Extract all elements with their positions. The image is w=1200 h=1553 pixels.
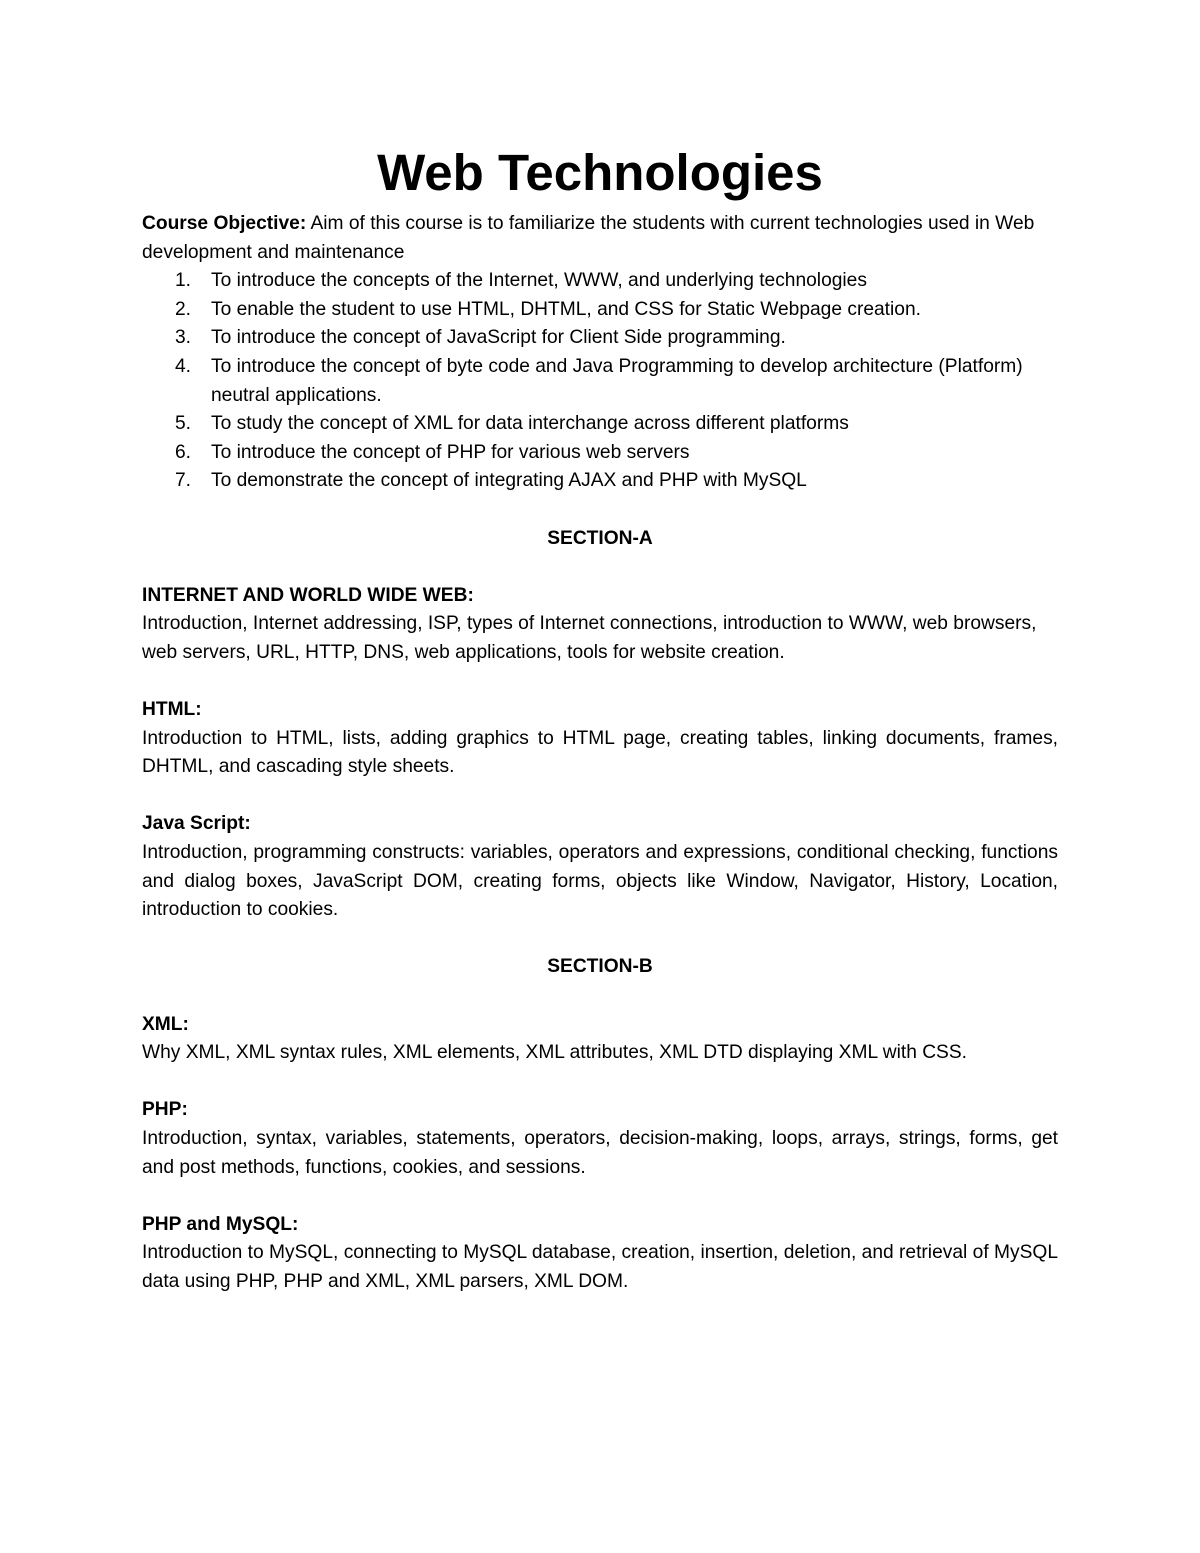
topic-body: Introduction, syntax, variables, statements, operators, decision-making, loops, arrays, strings, forms, get and post methods, functions, cookies, and sessions. [142,1128,1058,1178]
list-item [175,467,1058,496]
topic-javascript [142,810,1058,924]
topic-php [142,1096,1058,1182]
topic-body: Introduction to HTML, lists, adding graphics to HTML page, creating tables, linking documents, frames, DHTML, and cascading style sheets. [142,727,1058,778]
objective-text: Aim of this course is to familiarize the students with current technologies used in Web development and maintenance [142,213,1035,263]
objectives-list [142,267,1058,496]
list-item [175,267,1058,296]
topic-php-mysql [142,1211,1058,1297]
list-item-number: 6. [175,441,192,463]
list-item-number: 7. [175,470,192,492]
list-item-text: To demonstrate the concept of integrating AJAX and PHP with MySQL [211,470,807,492]
list-item-number: 4. [175,355,192,377]
list-item-text: To introduce the concept of JavaScript for Client Side programming. [211,327,786,349]
topic-body: Introduction to MySQL, connecting to MySQL database, creation, insertion, deletion, and retrieval of MySQL data using PHP, PHP and XML, XML parsers, XML DOM. [142,1242,1058,1292]
list-item-number: 1. [175,270,192,292]
topic-title: PHP and MySQL: [142,1213,299,1235]
list-item [175,296,1058,325]
topic-xml [142,1011,1058,1068]
list-item [175,410,1058,439]
topic-body: Introduction, Internet addressing, ISP, types of Internet connections, introduction to WWW, web browsers, web servers, URL, HTTP, DNS, web applications, tools for website creation. [142,613,1037,663]
course-objective [142,210,1058,267]
list-item-number: 3. [175,327,192,349]
topic-html [142,696,1058,782]
topic-body: Why XML, XML syntax rules, XML elements, XML attributes, XML DTD displaying XML with CSS. [142,1042,967,1064]
list-item-text: To enable the student to use HTML, DHTML, and CSS for Static Webpage creation. [211,298,921,320]
topic-title: XML: [142,1013,189,1035]
list-item-number: 5. [175,413,192,435]
topic-title: INTERNET AND WORLD WIDE WEB: [142,584,474,606]
topic-title: Java Script: [142,813,251,835]
list-item-number: 2. [175,298,192,320]
list-item [175,324,1058,353]
list-item-text: To introduce the concept of byte code and Java Programming to develop architecture (Platform) neutral applications. [211,355,1023,406]
document-page [142,140,1058,1325]
topic-body: Introduction, programming constructs: variables, operators and expressions, conditional checking, functions and dialog boxes, JavaScript DOM, creating forms, objects like Window, Navigator, History, Location, introduction to cookies. [142,842,1058,921]
objective-label: Course Objective: [142,213,307,234]
list-item-text: To study the concept of XML for data interchange across different platforms [211,413,849,435]
list-item [175,353,1058,410]
topic-title: PHP: [142,1099,188,1121]
section-b-heading: SECTION-B [547,956,653,978]
topic-internet [142,582,1058,668]
topic-title: HTML: [142,699,202,721]
list-item-text: To introduce the concepts of the Internet, WWW, and underlying technologies [211,270,867,292]
section-a-heading: SECTION-A [547,527,653,549]
page-title: Web Technologies [377,144,823,201]
list-item [175,439,1058,468]
list-item-text: To introduce the concept of PHP for various web servers [211,441,690,463]
